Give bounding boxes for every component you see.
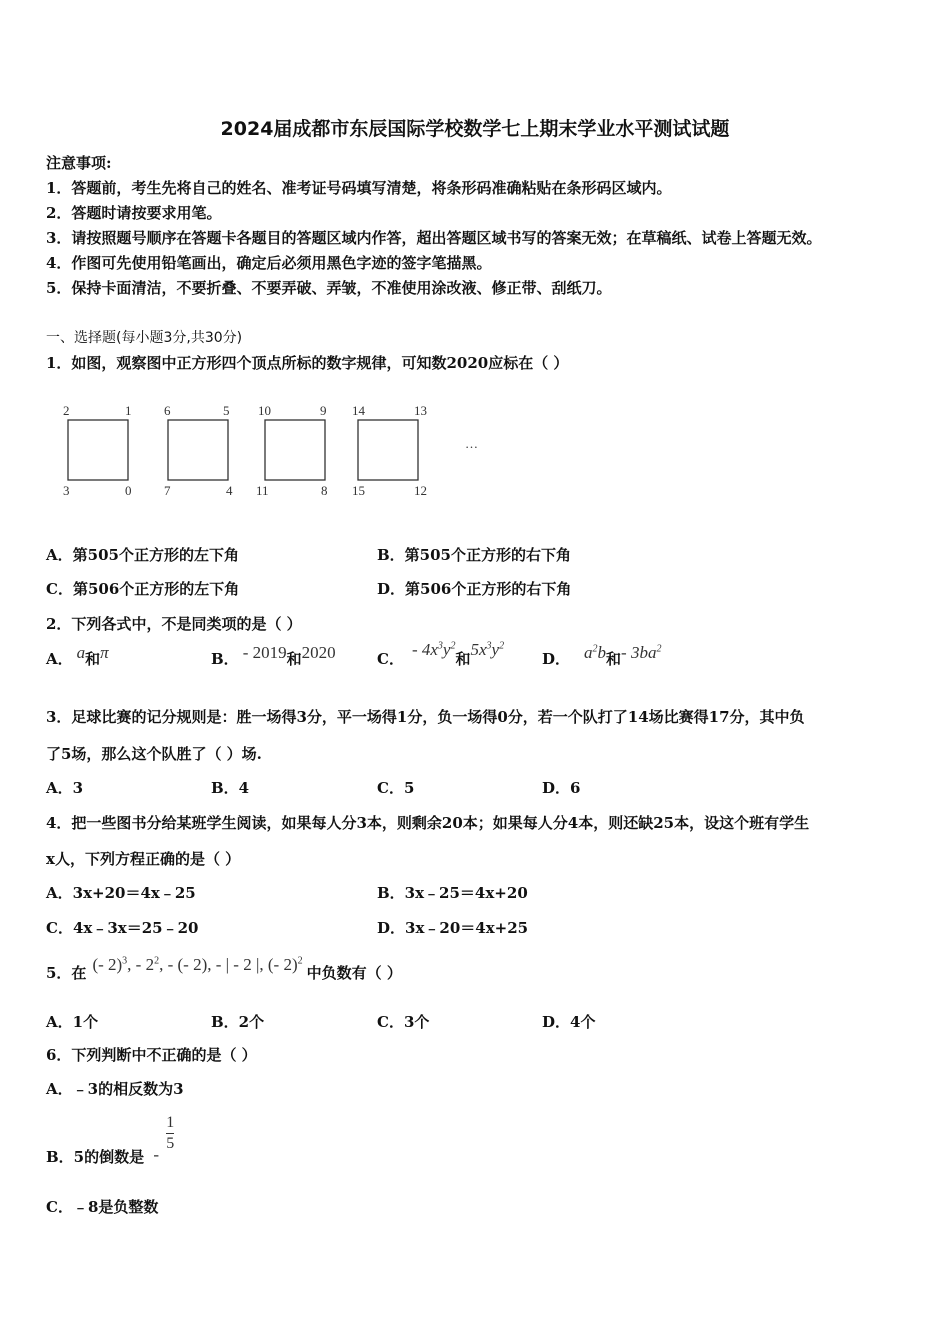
- q1-stem: 1．如图，观察图中正方形四个顶点所标的数字规律，可知数2020应标在（ ）: [46, 354, 569, 372]
- q5-stem: 5．在 (- 2)$^3$, - $2^2$, - (- 2), - | - 2 |, (- 2)$^2$中负数有（ ）: [46, 955, 402, 982]
- square-4: [352, 403, 427, 498]
- q2-option-c: C． - $4x^3y^2$和$5x^3y^2$: [377, 640, 505, 668]
- q2-stem: 2．下列各式中，不是同类项的是（ ）: [46, 615, 302, 633]
- q6-option-a: A．﹣3的相反数为3: [46, 1080, 184, 1098]
- q6-option-c: C．﹣8是负整数: [46, 1198, 159, 1216]
- q3-option-b: B．4: [211, 779, 250, 797]
- square-2-br: 4: [226, 483, 233, 498]
- q1-figure: [55, 398, 495, 503]
- q2-option-a: A． a和π: [46, 643, 109, 668]
- q6-option-b: B．5的倒数是 - $\frac{1}{5}$: [46, 1114, 175, 1166]
- q3-line1: 3．足球比赛的记分规则是：胜一场得3分，平一场得1分，负一场得0分，若一个队打了14场比赛得17分，其中负: [46, 708, 805, 726]
- q3-line2: 了5场，那么这个队胜了（ ）场.: [46, 745, 262, 763]
- q4-line2: x人，下列方程正确的是（ ）: [46, 850, 241, 868]
- square-4-tr: 13: [414, 403, 427, 418]
- notice-item: 5．保持卡面清洁，不要折叠、不要弄破、弄皱，不准使用涂改液、修正带、刮纸刀。: [46, 279, 612, 297]
- page-title: 2024届成都市东辰国际学校数学七上期末学业水平测试试题: [220, 118, 730, 140]
- q3-option-c: C．5: [377, 779, 415, 797]
- square-3-tl: 10: [258, 403, 271, 418]
- section-heading: 一、选择题(每小题3分,共30分): [46, 330, 243, 346]
- q5-option-a: A．1个: [46, 1013, 99, 1031]
- notice-item: 2．答题时请按要求用笔。: [46, 204, 222, 222]
- notice-heading: 注意事项:: [46, 154, 112, 172]
- q1-option-b: B．第505个正方形的右下角: [377, 546, 571, 564]
- notice-item: 4．作图可先使用铅笔画出，确定后必须用黑色字迹的签字笔描黑。: [46, 254, 492, 272]
- square-3-br: 8: [321, 483, 328, 498]
- notice-item: 1．答题前，考生先将自己的姓名、准考证号码填写清楚，将条形码准确粘贴在条形码区域内。: [46, 179, 672, 197]
- q1-option-c: C．第506个正方形的左下角: [46, 580, 240, 598]
- square-3: [256, 403, 328, 498]
- square-3-bl: 11: [256, 483, 269, 498]
- square-1-br: 0: [125, 483, 132, 498]
- square-1-tl: 2: [63, 403, 70, 418]
- q5-option-d: D．4个: [542, 1013, 596, 1031]
- q4-option-a: A．3x+20＝4x﹣25: [46, 884, 196, 902]
- q6-stem: 6．下列判断中不正确的是（ ）: [46, 1046, 257, 1064]
- square-4-tl: 14: [352, 403, 365, 418]
- q5-option-b: B．2个: [211, 1013, 265, 1031]
- q1-option-a: A．第505个正方形的左下角: [46, 546, 239, 564]
- notice-item: 3．请按照题号顺序在答题卡各题目的答题区域内作答，超出答题区域书写的答案无效；在草稿纸、试卷上答题无效。: [46, 229, 822, 247]
- q4-option-d: D．3x﹣20＝4x+25: [377, 919, 529, 937]
- q2-option-b: B． - 2019和2020: [211, 643, 336, 668]
- square-1-bl: 3: [63, 483, 70, 498]
- square-4-br: 12: [414, 483, 427, 498]
- q4-option-b: B．3x﹣25＝4x+20: [377, 884, 528, 902]
- square-4-bl: 15: [352, 483, 365, 498]
- square-1-tr: 1: [125, 403, 132, 418]
- q5-option-c: C．3个: [377, 1013, 430, 1031]
- q2-option-d: D． $a^2b$和- $3ba^2$: [542, 643, 662, 668]
- q4-option-c: C．4x﹣3x＝25﹣20: [46, 919, 199, 937]
- q4-line1: 4．把一些图书分给某班学生阅读，如果每人分3本，则剩余20本；如果每人分4本，则还缺25本，设这个班有学生: [46, 814, 810, 832]
- q3-option-d: D．6: [542, 779, 581, 797]
- square-2-tr: 5: [223, 403, 230, 418]
- square-2-tl: 6: [164, 403, 171, 418]
- square-2: [164, 403, 233, 498]
- square-1: [63, 403, 132, 498]
- q3-option-a: A．3: [46, 779, 84, 797]
- square-3-tr: 9: [320, 403, 327, 418]
- ellipsis: …: [465, 436, 478, 451]
- square-2-bl: 7: [164, 483, 171, 498]
- q1-option-d: D．第506个正方形的右下角: [377, 580, 572, 598]
